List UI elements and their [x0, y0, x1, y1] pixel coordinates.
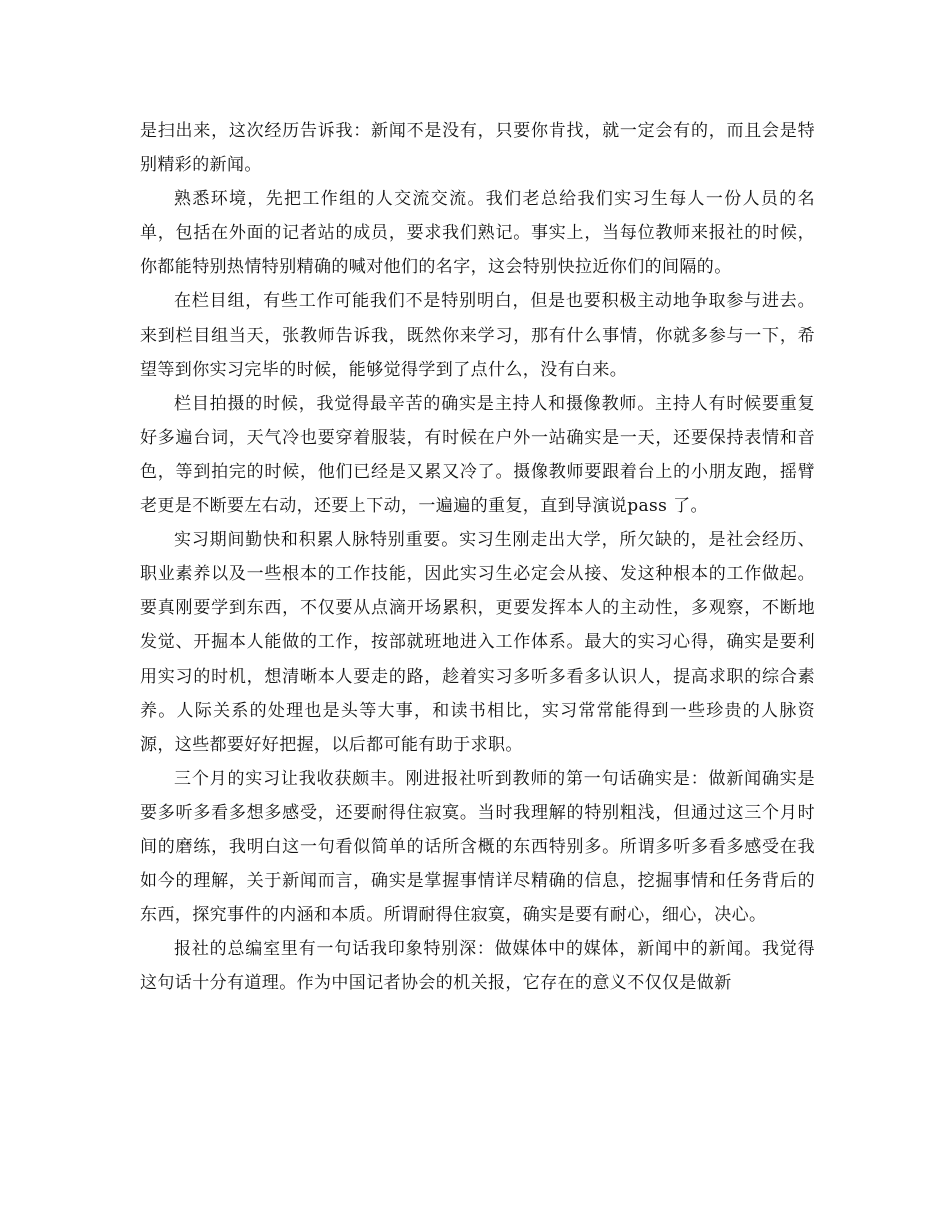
body-text [140, 114, 815, 1000]
paragraph-4: 栏目拍摄的时候，我觉得最辛苦的确实是主持人和摄像教师。主持人有时候要重复好多遍台词，天气冷也要穿着服装，有时候在户外一站确实是一天，还要保持表情和音色，等到拍完的时候，他们已经是又累又冷了。摄像教师要跟着台上的小朋友跑，摇臂老更是不断要左右动，还要上下动，一遍遍的重复，直到导演说pass 了。 [140, 393, 815, 517]
paragraph-6: 三个月的实习让我收获颇丰。刚进报社听到教师的第一句话确实是：做新闻确实是要多听多看多想多感受，还要耐得住寂寞。当时我理解的特别粗浅，但通过这三个月时间的磨练，我明白这一句看似简单的话所含概的东西特别多。所谓多听多看多感受在我如今的理解，关于新闻而言，确实是掌握事情详尽精确的信息，挖掘事情和任务背后的东西，探究事件的内涵和本质。所谓耐得住寂寞，确实是要有耐心，细心，决心。 [140, 768, 815, 926]
paragraph-2: 熟悉环境，先把工作组的人交流交流。我们老总给我们实习生每人一份人员的名单，包括在外面的记者站的成员，要求我们熟记。事实上，当每位教师来报社的时候，你都能特别热情特别精确的喊对他们的名字，这会特别快拉近你们的间隔的。 [140, 189, 815, 278]
paragraph-5: 实习期间勤快和积累人脉特别重要。实习生刚走出大学，所欠缺的，是社会经历、职业素养以及一些根本的工作技能，因此实习生必定会从接、发这种根本的工作做起。要真刚要学到东西，不仅要从点滴开场累积，更要发挥本人的主动性，多观察，不断地发觉、开掘本人能做的工作，按部就班地进入工作体系。最大的实习心得，确实是要利用实习的时机，想清晰本人要走的路，趁着实习多听多看多认识人，提高求职的综合素养。人际关系的处理也是头等大事，和读书相比，实习常常能得到一些珍贵的人脉资源，这些都要好好把握，以后都可能有助于求职。 [140, 530, 815, 755]
paragraph-7: 报社的总编室里有一句话我印象特别深：做媒体中的媒体，新闻中的新闻。我觉得这句话十分有道理。作为中国记者协会的机关报，它存在的意义不仅仅是做新 [140, 939, 815, 994]
paragraph-1: 是扫出来，这次经历告诉我：新闻不是没有，只要你肯找，就一定会有的，而且会是特别精彩的新闻。 [140, 121, 815, 176]
paragraph-3: 在栏目组，有些工作可能我们不是特别明白，但是也要积极主动地争取参与进去。来到栏目组当天，张教师告诉我，既然你来学习，那有什么事情，你就多参与一下，希望等到你实习完毕的时候，能够觉得学到了点什么，没有白来。 [140, 291, 815, 380]
